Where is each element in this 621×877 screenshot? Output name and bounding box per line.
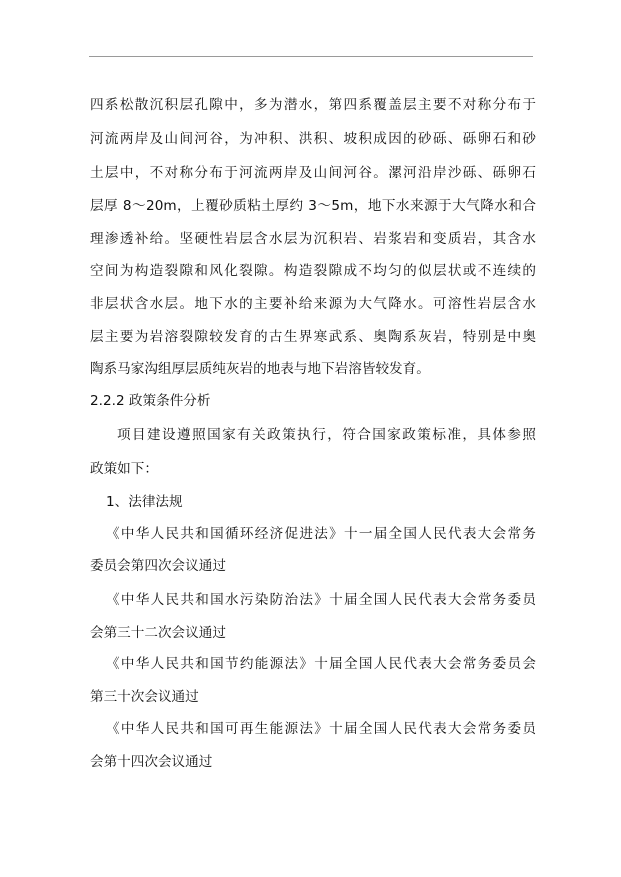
paragraph-line: 土层中，不对称分布于河流两岸及山间河谷。漯河沿岸沙砾、砾卵石 [90, 165, 536, 181]
paragraph-line: 层主要为岩溶裂隙较发育的古生界寒武系、奥陶系灰岩，特别是中奥 [90, 329, 536, 345]
law-line-1: 《中华人民共和国节约能源法》十届全国人民代表大会常务委员会 [106, 656, 536, 672]
paragraph-line: 层厚 8～20m，上覆砂质粘土厚约 3～5m，地下水来源于大气降水和合 [90, 198, 536, 214]
paragraph-line: 陶系马家沟组厚层质纯灰岩的地表与地下岩溶皆较发育。 [90, 361, 430, 377]
law-line-2: 第三十次会议通过 [90, 689, 199, 705]
paragraph-line: 非层状含水层。地下水的主要补给来源为大气降水。可溶性岩层含水 [90, 296, 536, 312]
paragraph-line: 空间为构造裂隙和风化裂隙。构造裂隙成不均匀的似层状或不连续的 [90, 263, 536, 279]
item-heading: 1、法律法规 [106, 494, 183, 510]
law-line-1: 《中华人民共和国水污染防治法》十届全国人民代表大会常务委员 [106, 592, 536, 608]
header-rule [89, 56, 533, 57]
section-heading: 2.2.2 政策条件分析 [90, 393, 211, 409]
intro-line: 政策如下： [90, 461, 158, 477]
intro-line: 项目建设遵照国家有关政策执行，符合国家政策标准，具体参照 [117, 427, 536, 443]
law-line-1: 《中华人民共和国循环经济促进法》十一届全国人民代表大会常务 [106, 526, 536, 542]
law-line-2: 委员会第四次会议通过 [90, 558, 226, 574]
paragraph-line: 理渗透补给。坚硬性岩层含水层为沉积岩、岩浆岩和变质岩，其含水 [90, 231, 536, 247]
law-line-2: 会第三十二次会议通过 [90, 625, 226, 641]
law-line-2: 会第十四次会议通过 [90, 754, 213, 770]
paragraph-line: 河流两岸及山间河谷，为冲积、洪积、坡积成因的砂砾、砾卵石和砂 [90, 131, 536, 147]
paragraph-line: 四系松散沉积层孔隙中，多为潜水，第四系覆盖层主要不对称分布于 [90, 97, 536, 113]
law-line-1: 《中华人民共和国可再生能源法》十届全国人民代表大会常务委员 [106, 721, 536, 737]
